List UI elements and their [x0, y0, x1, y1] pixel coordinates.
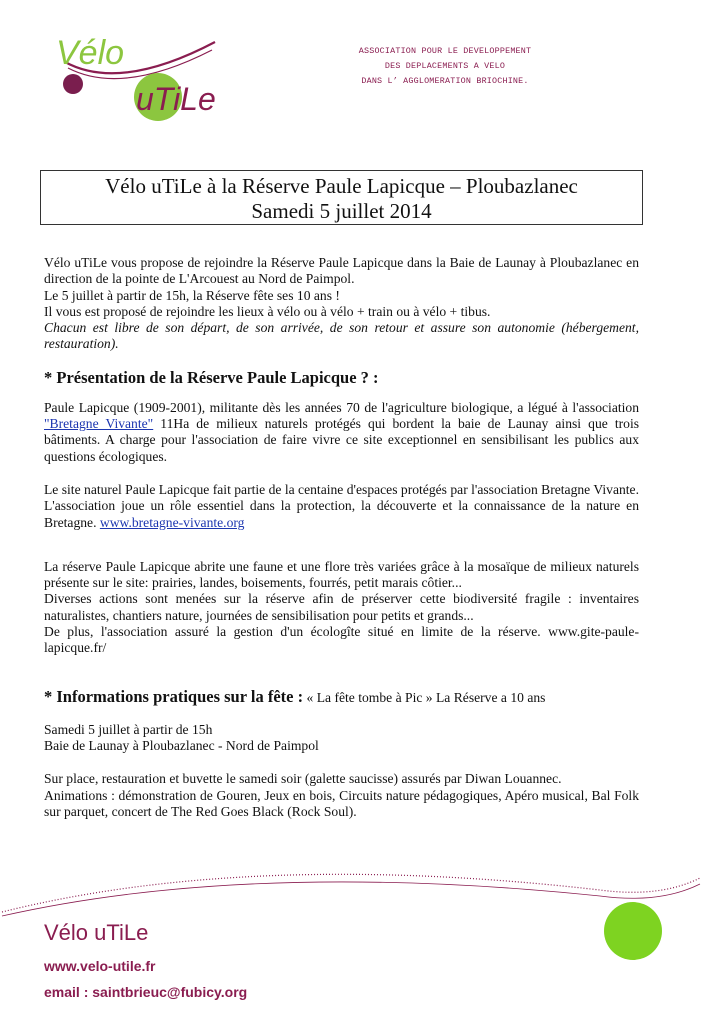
footer-website-link[interactable]: www.velo-utile.fr: [44, 958, 156, 974]
bretagne-vivante-link[interactable]: "Bretagne Vivante": [44, 416, 154, 432]
presentation-paragraph-3: La réserve Paule Lapicque abrite une faune et une flore très variées grâce à la mosaïque de milieux naturels présente sur le site: prairies, landes, boisements, fourrés, petit marais côtier...: [44, 558, 639, 591]
association-tagline: [340, 44, 550, 89]
velo-utile-logo: [40, 22, 250, 132]
intro-paragraph: Vélo uTiLe vous propose de rejoindre la Réserve Paule Lapicque dans la Baie de Launay à Ploubazlanec en direction de la pointe de L'Arcouest au Nord de Paimpol.: [44, 255, 639, 287]
intro-italic-note: Chacun est libre de son départ, de son arrivée, de son retour et assure son autonomie (hébergement, restauration).: [44, 320, 639, 352]
logo-utile-text: uTiLe: [136, 81, 216, 117]
p1-text-before: Paule Lapicque (1909-2001), militante dès les années 70 de l'agriculture biologique, a légué à l'association: [44, 399, 639, 415]
footer-brand-name: Vélo uTiLe: [44, 920, 149, 945]
footer-email[interactable]: email : saintbrieuc@fubicy.org: [44, 984, 248, 1000]
tagline-line-2: DES DEPLACEMENTS A VELO: [384, 61, 506, 71]
presentation-paragraph-4: Diverses actions sont menées sur la réserve afin de préserver cette biodiversité fragile : inventaires naturalistes, chantiers nature, journées de sensibilisation pour petits et grands...: [44, 591, 639, 623]
tagline-line-1: ASSOCIATION POUR LE DEVELOPPEMENT: [358, 46, 532, 56]
event-food: Sur place, restauration et buvette le samedi soir (galette saucisse) assurés par Diwan Louannec.: [44, 771, 562, 787]
logo-velo-text: Vélo: [56, 34, 125, 72]
event-activities: Animations : démonstration de Gouren, Jeux en bois, Circuits nature pédagogiques, Apéro musical, Bal Folk sur parquet, concert de The Red Goes Black (Rock Soul).: [44, 787, 639, 819]
footer-green-dot: [604, 902, 662, 960]
intro-line-2: Le 5 juillet à partir de 15h, la Réserve fête ses 10 ans !: [44, 287, 340, 303]
document-body: [44, 255, 639, 820]
tagline-line-3: DANS L’ AGGLOMERATION BRIOCHINE.: [361, 76, 529, 86]
presentation-paragraph-2: [44, 482, 639, 531]
presentation-paragraph-5: De plus, l'association assuré la gestion d'un écologîte situé en limite de la réserve. www.gite-paule-lapicque.fr/: [44, 624, 639, 656]
infos-heading-text: * Informations pratiques sur la fête :: [44, 686, 304, 706]
event-date: Samedi 5 juillet à partir de 15h: [44, 721, 213, 737]
infos-heading-note: « La fête tombe à Pic » La Réserve a 10 ans: [303, 689, 546, 705]
title-line-1: Vélo uTiLe à la Réserve Paule Lapicque – Ploubazlanec: [105, 174, 578, 198]
p2-text: Le site naturel Paule Lapicque fait partie de la centaine d'espaces protégés par l'association Bretagne Vivante. L'association joue un rôle essentiel dans la protection, la découverte et la connaissance de la nature en Bretagne.: [44, 481, 639, 530]
logo-purple-dot: [63, 74, 83, 94]
title-line-2: Samedi 5 juillet 2014: [251, 199, 432, 223]
presentation-paragraph-1: [44, 400, 639, 465]
section-heading-infos: [44, 687, 639, 708]
bretagne-vivante-website-link[interactable]: www.bretagne-vivante.org: [99, 514, 245, 530]
p1-text-after: 11Ha de milieux naturels protégés qui bordent la baie de Launay ainsi que trois bâtiments. A charge pour l'association de faire vivre ce site exceptionnel en sensibilisant les publics aux questions écologiques.: [44, 416, 640, 464]
section-heading-presentation: * Présentation de la Réserve Paule Lapicque ? :: [44, 367, 379, 387]
event-place: Baie de Launay à Ploubazlanec - Nord de Paimpol: [44, 737, 319, 753]
intro-line-3: Il vous est proposé de rejoindre les lieux à vélo ou à vélo + train ou à vélo + tibus.: [44, 303, 491, 319]
document-title: [40, 170, 643, 225]
